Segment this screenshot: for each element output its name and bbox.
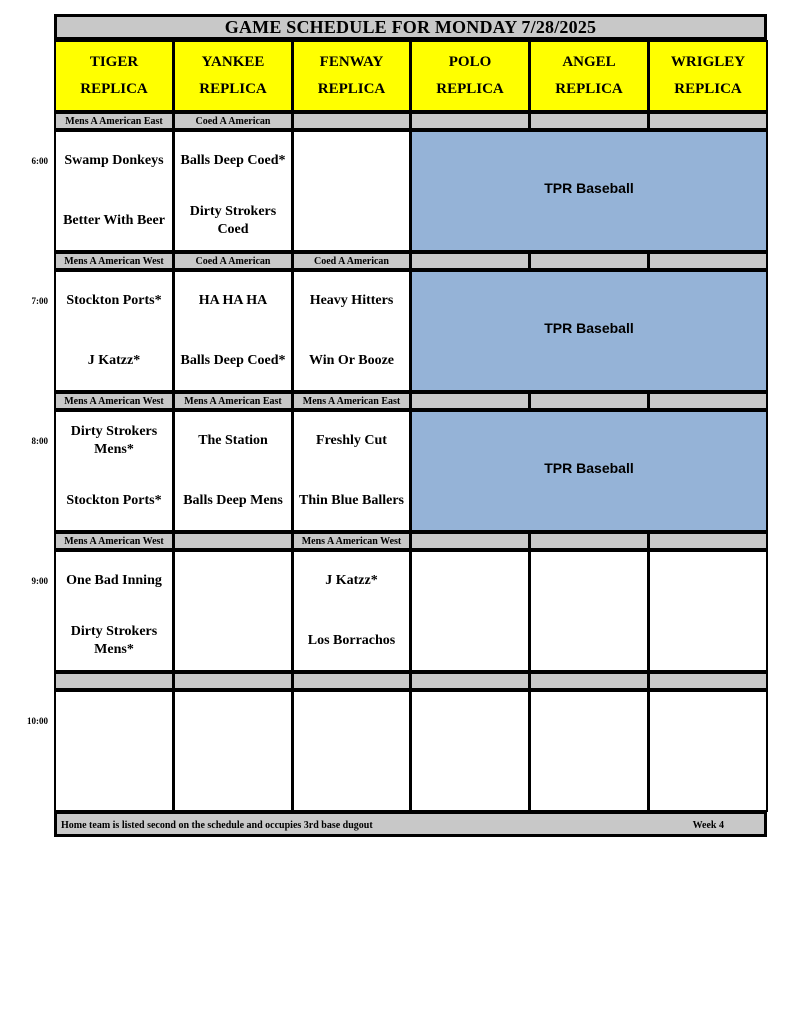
division-label	[648, 112, 768, 130]
game-cell	[173, 130, 293, 252]
away-team	[294, 416, 409, 466]
field-header-0	[54, 40, 174, 112]
away-team	[175, 416, 291, 466]
page-title: GAME SCHEDULE FOR MONDAY 7/28/2025	[54, 14, 767, 40]
division-label: Mens A American East	[173, 392, 293, 410]
away-team	[650, 696, 766, 746]
time-label: 7:00	[31, 296, 48, 306]
field-sub: REPLICA	[317, 81, 386, 97]
division-label	[173, 532, 293, 550]
field-sub: REPLICA	[436, 81, 504, 97]
game-cell	[173, 410, 293, 532]
game-cell	[54, 270, 174, 392]
away-team-name: Dirty Strokers Mens*	[70, 424, 158, 457]
reserved-block	[410, 410, 768, 532]
game-cell	[529, 550, 649, 672]
division-label	[292, 672, 411, 690]
division-label	[292, 112, 411, 130]
division-label	[54, 672, 174, 690]
away-team	[56, 556, 172, 606]
field-header-3	[410, 40, 530, 112]
home-team	[294, 336, 409, 386]
game-cell	[648, 550, 768, 672]
field-sub: REPLICA	[555, 81, 623, 97]
division-label	[529, 532, 649, 550]
home-team	[412, 616, 528, 666]
home-team	[175, 336, 291, 386]
division-label: Coed A American	[292, 252, 411, 270]
away-team	[175, 556, 291, 606]
game-cell	[529, 690, 649, 812]
home-team	[175, 756, 291, 806]
home-team-name: Win Or Booze	[308, 353, 395, 368]
home-team-name: Balls Deep Mens	[183, 493, 283, 508]
time-label: 6:00	[31, 156, 48, 166]
field-header-1	[173, 40, 293, 112]
away-team	[294, 136, 409, 186]
reserved-block	[410, 130, 768, 252]
away-team	[412, 696, 528, 746]
away-team	[175, 696, 291, 746]
home-team	[294, 476, 409, 526]
field-name: TIGER	[89, 54, 139, 70]
field-name: POLO	[448, 54, 492, 70]
home-team-name: Better With Beer	[63, 213, 165, 228]
away-team-name: One Bad Inning	[66, 573, 162, 588]
away-team	[56, 696, 172, 746]
away-team	[294, 276, 409, 326]
division-label: Mens A American West	[54, 532, 174, 550]
away-team	[412, 556, 528, 606]
game-cell	[292, 270, 411, 392]
home-team-name: Thin Blue Ballers	[298, 493, 405, 508]
away-team-name: J Katzz*	[325, 573, 378, 588]
field-sub: REPLICA	[199, 81, 267, 97]
game-cell	[54, 410, 174, 532]
game-cell	[173, 270, 293, 392]
home-team	[56, 756, 172, 806]
home-team-name: Dirty Strokers Mens*	[70, 624, 158, 657]
field-header-2	[292, 40, 411, 112]
division-label	[410, 532, 530, 550]
time-label: 8:00	[31, 436, 48, 446]
game-cell	[54, 690, 174, 812]
game-cell	[292, 410, 411, 532]
home-team	[56, 476, 172, 526]
division-label	[529, 392, 649, 410]
home-team	[56, 196, 172, 246]
reserved-block-label: TPR Baseball	[544, 460, 634, 476]
footer-bar	[54, 811, 767, 837]
home-team	[175, 476, 291, 526]
division-label: Mens A American East	[54, 112, 174, 130]
division-label	[529, 112, 649, 130]
away-team	[531, 696, 647, 746]
reserved-block	[410, 270, 768, 392]
game-cell	[410, 550, 530, 672]
home-team-name: Balls Deep Coed*	[180, 353, 286, 368]
footer-note: Home team is listed second on the schedule and occupies 3rd base dugout	[61, 820, 373, 831]
home-team-name: Stockton Ports*	[66, 493, 162, 508]
away-team-name: Swamp Donkeys	[64, 153, 164, 168]
game-cell	[173, 690, 293, 812]
game-cell	[173, 550, 293, 672]
division-label: Coed A American	[173, 112, 293, 130]
game-cell	[54, 550, 174, 672]
away-team	[294, 696, 409, 746]
home-team	[650, 756, 766, 806]
division-label: Mens A American East	[292, 392, 411, 410]
home-team-name: Los Borrachos	[307, 633, 396, 648]
time-label: 9:00	[31, 576, 48, 586]
reserved-block-label: TPR Baseball	[544, 320, 634, 336]
away-team	[650, 556, 766, 606]
game-cell	[648, 690, 768, 812]
away-team-name: Freshly Cut	[316, 433, 387, 448]
reserved-block-label: TPR Baseball	[544, 180, 634, 196]
division-label	[410, 392, 530, 410]
home-team	[175, 616, 291, 666]
division-label	[173, 672, 293, 690]
division-label	[410, 252, 530, 270]
away-team	[531, 556, 647, 606]
division-label: Mens A American West	[54, 392, 174, 410]
away-team-name: HA HA HA	[198, 293, 268, 308]
away-team	[56, 276, 172, 326]
field-name: ANGEL	[562, 54, 616, 70]
home-team	[531, 756, 647, 806]
game-cell	[54, 130, 174, 252]
home-team	[294, 756, 409, 806]
home-team	[412, 756, 528, 806]
division-label: Coed A American	[173, 252, 293, 270]
division-label	[648, 672, 768, 690]
field-name: YANKEE	[201, 54, 265, 70]
home-team-name: Dirty Strokers Coed	[189, 204, 277, 237]
division-label	[410, 672, 530, 690]
division-label	[648, 252, 768, 270]
away-team-name: Balls Deep Coed*	[180, 153, 286, 168]
game-cell	[292, 550, 411, 672]
time-label: 10:00	[27, 716, 48, 726]
division-label	[410, 112, 530, 130]
home-team	[175, 196, 291, 246]
game-cell	[292, 690, 411, 812]
field-name: FENWAY	[319, 54, 384, 70]
home-team	[294, 616, 409, 666]
away-team-name: Heavy Hitters	[309, 293, 394, 308]
week-label: Week 4	[692, 820, 724, 831]
division-label: Mens A American West	[292, 532, 411, 550]
away-team-name: The Station	[198, 433, 268, 448]
game-cell	[292, 130, 411, 252]
game-cell	[410, 690, 530, 812]
field-sub: REPLICA	[80, 81, 148, 97]
division-label	[648, 392, 768, 410]
home-team	[56, 616, 172, 666]
away-team-name: Stockton Ports*	[66, 293, 162, 308]
division-label: Mens A American West	[54, 252, 174, 270]
away-team	[175, 136, 291, 186]
away-team	[175, 276, 291, 326]
field-sub: REPLICA	[674, 81, 742, 97]
home-team	[531, 616, 647, 666]
division-label	[529, 672, 649, 690]
away-team	[56, 416, 172, 466]
field-name: WRIGLEY	[670, 54, 746, 70]
home-team	[56, 336, 172, 386]
away-team	[56, 136, 172, 186]
division-label	[529, 252, 649, 270]
home-team-name: J Katzz*	[87, 353, 141, 368]
home-team	[650, 616, 766, 666]
field-header-5	[648, 40, 768, 112]
home-team	[294, 196, 409, 246]
division-label	[648, 532, 768, 550]
field-header-4	[529, 40, 649, 112]
away-team	[294, 556, 409, 606]
